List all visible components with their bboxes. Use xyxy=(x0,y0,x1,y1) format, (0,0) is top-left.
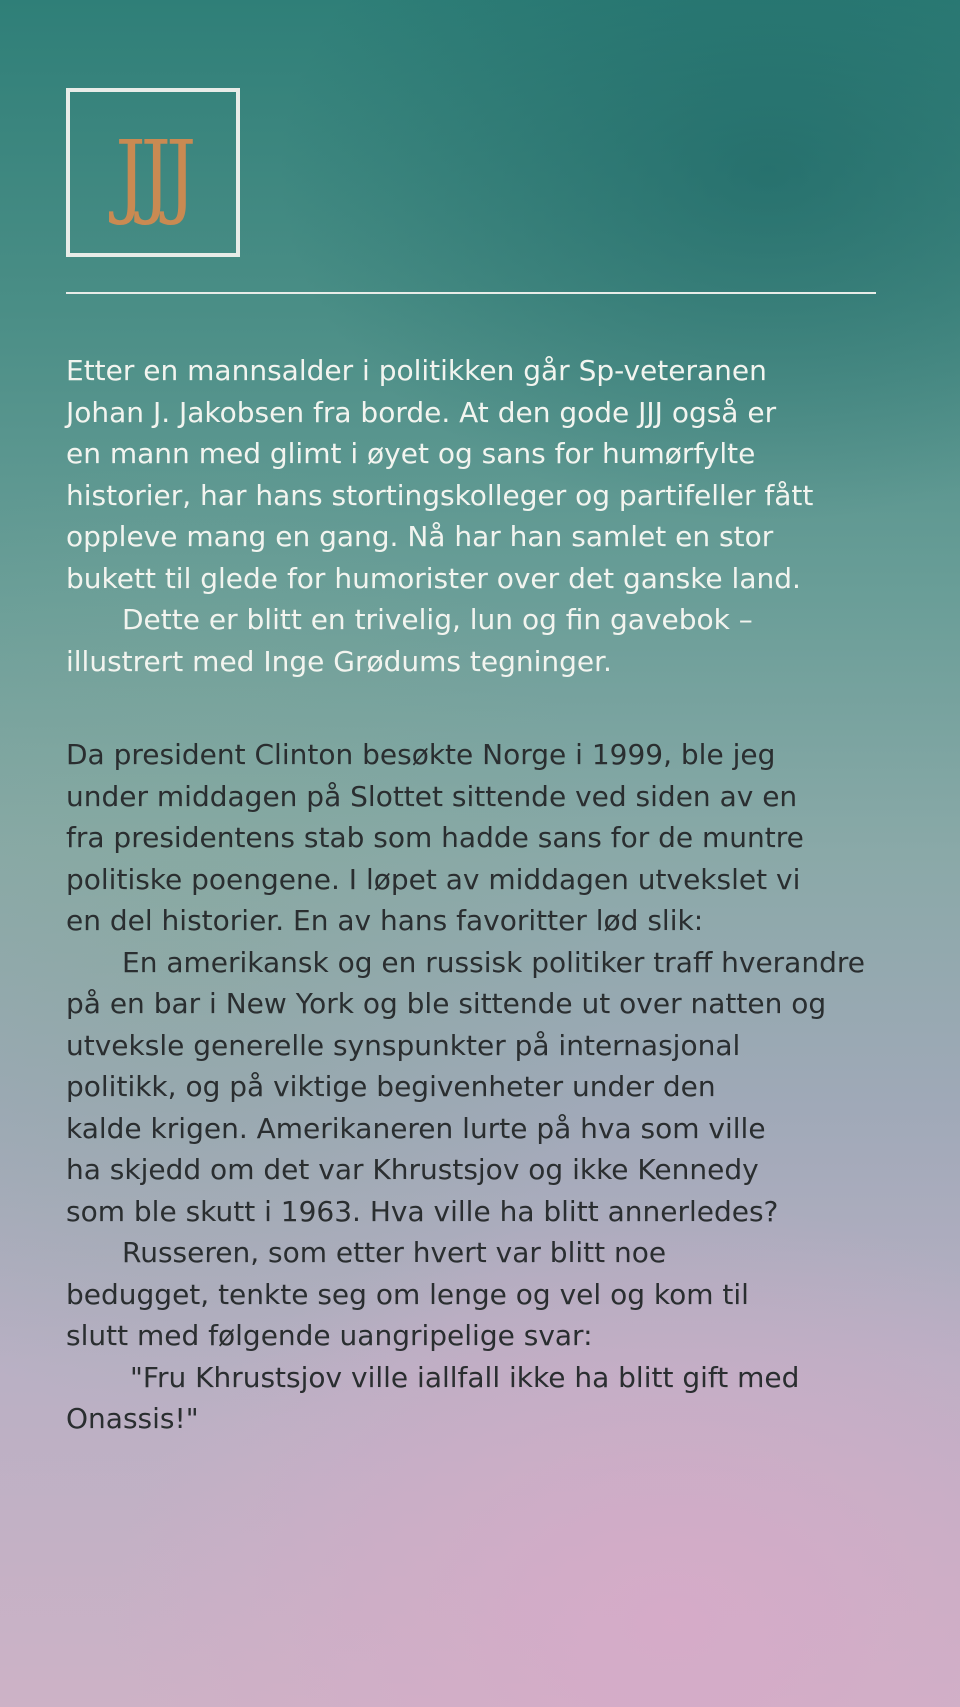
publisher-logo: JJJ xyxy=(115,120,191,228)
excerpt-line: kalde krigen. Amerikaneren lurte på hva som ville xyxy=(66,1111,766,1145)
blurb-line: historier, har hans stortingskolleger og partifeller fått xyxy=(66,478,814,512)
excerpt-line: politikk, og på viktige begivenheter under den xyxy=(66,1070,716,1103)
excerpt-line: En amerikansk og en russisk politiker traff hverandre xyxy=(122,945,865,979)
book-excerpt xyxy=(66,734,896,1440)
divider-rule xyxy=(66,292,876,294)
excerpt-line: Russeren, som etter hvert var blitt noe xyxy=(122,1236,667,1269)
excerpt-line: bedugget, tenkte seg om lenge og vel og kom til xyxy=(66,1277,749,1311)
publisher-logo-frame xyxy=(66,88,240,257)
excerpt-line: på en bar i New York og ble sittende ut over natten og xyxy=(66,987,827,1020)
excerpt-line: som ble skutt i 1963. Hva ville ha blitt annerledes? xyxy=(66,1194,779,1228)
blurb-line: Johan J. Jakobsen fra borde. At den gode JJJ også er xyxy=(66,395,777,429)
blurb-line: illustrert med Inge Grødums tegninger. xyxy=(66,644,612,678)
excerpt-line: politiske poengene. I løpet av middagen utvekslet vi xyxy=(66,862,801,896)
excerpt-line: fra presidentens stab som hadde sans for de muntre xyxy=(66,821,804,854)
excerpt-line: "Fru Khrustsjov ville iallfall ikke ha blitt gift med xyxy=(130,1360,800,1394)
blurb-line: Etter en mannsalder i politikken går Sp-veteranen xyxy=(66,354,767,387)
excerpt-line: under middagen på Slottet sittende ved siden av en xyxy=(66,779,798,813)
blurb-line: Dette er blitt en trivelig, lun og fin gavebok – xyxy=(122,603,753,636)
excerpt-line: en del historier. En av hans favoritter lød slik: xyxy=(66,904,704,937)
excerpt-line: slutt med følgende uangripelige svar: xyxy=(66,1319,593,1352)
blurb-line: bukett til glede for humorister over det ganske land. xyxy=(66,561,801,595)
excerpt-line: Da president Clinton besøkte Norge i 1999, ble jeg xyxy=(66,738,776,771)
excerpt-line: Onassis!" xyxy=(66,1402,199,1435)
blurb-line: oppleve mang en gang. Nå har han samlet en stor xyxy=(66,520,774,553)
excerpt-line: utveksle generelle synspunkter på internasjonal xyxy=(66,1028,741,1062)
back-cover-blurb xyxy=(66,350,896,682)
blurb-line: en mann med glimt i øyet og sans for humørfylte xyxy=(66,437,756,470)
excerpt-line: ha skjedd om det var Khrustsjov og ikke Kennedy xyxy=(66,1153,759,1186)
